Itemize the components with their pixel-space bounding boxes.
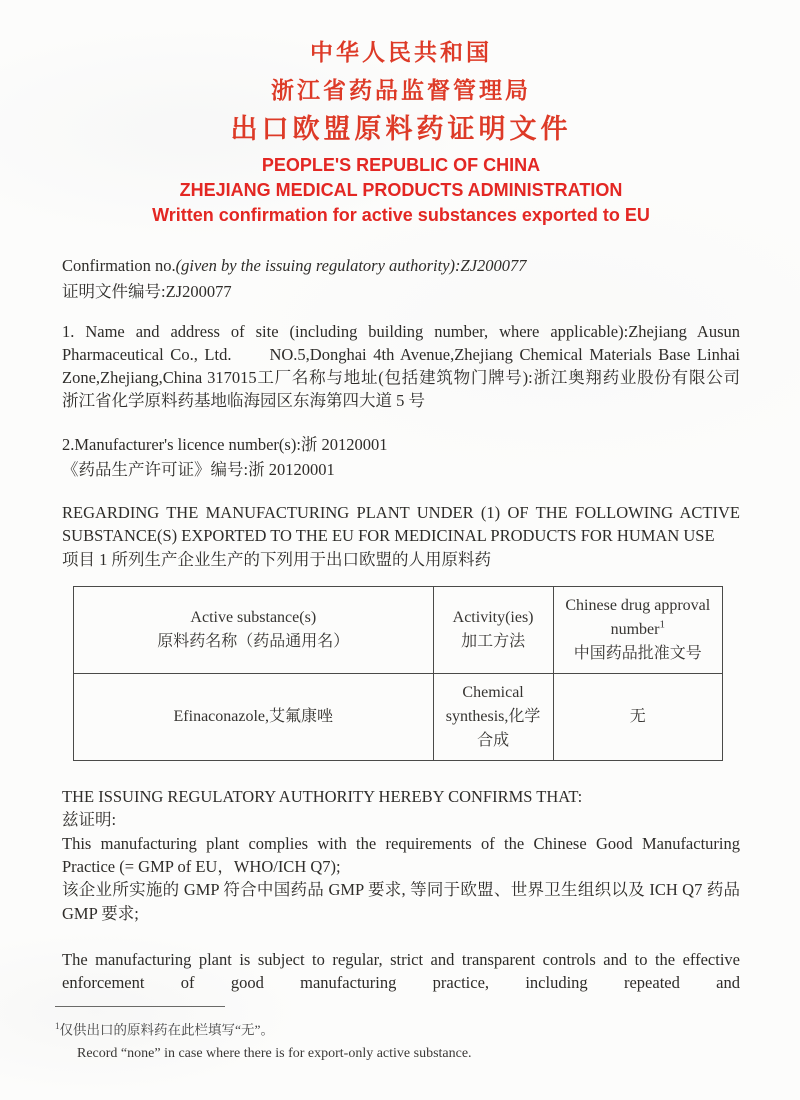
title-country-en: PEOPLE'S REPUBLIC OF CHINA: [261, 155, 541, 175]
confirms-title-cn: 兹证明:: [62, 810, 117, 829]
header-cell-active-substance: [74, 587, 434, 674]
section2-cn: 《药品生产许可证》编号:浙 20120001: [62, 460, 335, 479]
footnote-marker: 1: [55, 1021, 60, 1031]
header-approval-en-text: Chinese drug approval number: [565, 597, 711, 638]
controls-paragraph-en: The manufacturing plant is subject to regular, strict and transparent controls and to the effective enforcement of good manufacturing practice, including repeated and: [62, 950, 740, 992]
footnote-cn-text: 仅供出口的原料药在此栏填写“无”。: [59, 1022, 274, 1038]
cell-approval: 无: [553, 674, 722, 761]
header-titles-chinese: [62, 0, 740, 148]
header-cell-approval-number: [553, 587, 722, 674]
header-approval-footnote-marker: 1: [659, 618, 665, 631]
footnote-block: [55, 1006, 695, 1064]
title-authority-en: ZHEJIANG MEDICAL PRODUCTS ADMINISTRATION: [179, 180, 623, 200]
title-document-cn: 出口欧盟原料药证明文件: [230, 114, 572, 144]
title-authority-cn: 浙江省药品监督管理局: [271, 78, 531, 103]
section2-licence-number: [62, 432, 740, 482]
confirmation-number-en: [62, 253, 740, 279]
controls-paragraph: [62, 948, 740, 994]
substance-table: [73, 586, 723, 761]
section1-cn: 工厂名称与地址(包括建筑物门牌号):浙江奥翔药业股份有限公司 浙江省化学原料药基地临海园区东海第四大道 5 号: [62, 368, 757, 410]
confirms-p1-cn: 该企业所实施的 GMP 符合中国药品 GMP 要求, 等同于欧盟、世界卫生组织以及 ICH Q7 药品 GMP 要求;: [62, 880, 740, 923]
header-active-substance-en: Active substance(s): [190, 609, 317, 626]
footnote-cn: [55, 1016, 695, 1041]
header-approval-en: [560, 594, 716, 642]
cell-activity: Chemical synthesis,化学合成: [433, 674, 553, 761]
regarding-cn: 项目 1 所列生产企业生产的下列用于出口欧盟的人用原料药: [62, 550, 491, 569]
substance-table-wrap: [62, 586, 740, 761]
section2-en: 2.Manufacturer's licence number(s):浙 20120001: [62, 435, 388, 454]
confirms-p1-en: This manufacturing plant complies with the requirements of the Chinese Good Manufacturing Practice (= GMP of EU，WHO/ICH Q7);: [62, 834, 740, 876]
cell-substance: Efinaconazole,艾氟康唑: [74, 674, 434, 761]
confirmation-note-value: (given by the issuing regulatory authority):ZJ200077: [175, 256, 527, 275]
header-activity-en: Activity(ies): [452, 609, 534, 626]
confirmation-number-cn: 证明文件编号:ZJ200077: [62, 282, 232, 301]
regarding-en: REGARDING THE MANUFACTURING PLANT UNDER (1) OF THE FOLLOWING ACTIVE SUBSTANCE(S) EXPORTED TO THE EU FOR MEDICINAL PRODUCTS FOR HUMAN USE: [62, 503, 740, 545]
header-titles-english: [62, 153, 740, 228]
section1-en-part2: NO.5,Donghai 4th Avenue,Zhejiang Chemical Materials Base Linhai Zone,Zhejiang,China 317015: [62, 345, 740, 387]
confirms-block: [62, 785, 740, 926]
footnote-divider: [55, 1006, 225, 1007]
title-document-en: Written confirmation for active substances exported to EU: [152, 205, 650, 225]
confirms-title-en: THE ISSUING REGULATORY AUTHORITY HEREBY CONFIRMS THAT:: [62, 787, 583, 806]
confirmation-label: Confirmation no.: [62, 256, 176, 275]
table-header-row: [74, 587, 723, 674]
section1-text: [62, 320, 757, 412]
header-active-substance-cn: 原料药名称（药品通用名）: [157, 633, 350, 650]
section1-en-part1: 1. Name and address of site (including building number, where applicable):Zhejiang Ausun Pharmaceutical Co., Ltd.: [62, 322, 740, 364]
table-row: [74, 674, 723, 761]
header-activity-cn: 加工方法: [461, 633, 526, 650]
confirmation-number-block: [62, 253, 740, 305]
regarding-block: [62, 501, 740, 572]
header-approval-cn: 中国药品批准文号: [573, 645, 702, 662]
section1-site-name-address: [62, 320, 757, 412]
footnote-en: Record “none” in case where there is for export-only active substance.: [77, 1045, 472, 1061]
title-country-cn: 中华人民共和国: [310, 40, 492, 65]
header-cell-activity: [433, 587, 553, 674]
